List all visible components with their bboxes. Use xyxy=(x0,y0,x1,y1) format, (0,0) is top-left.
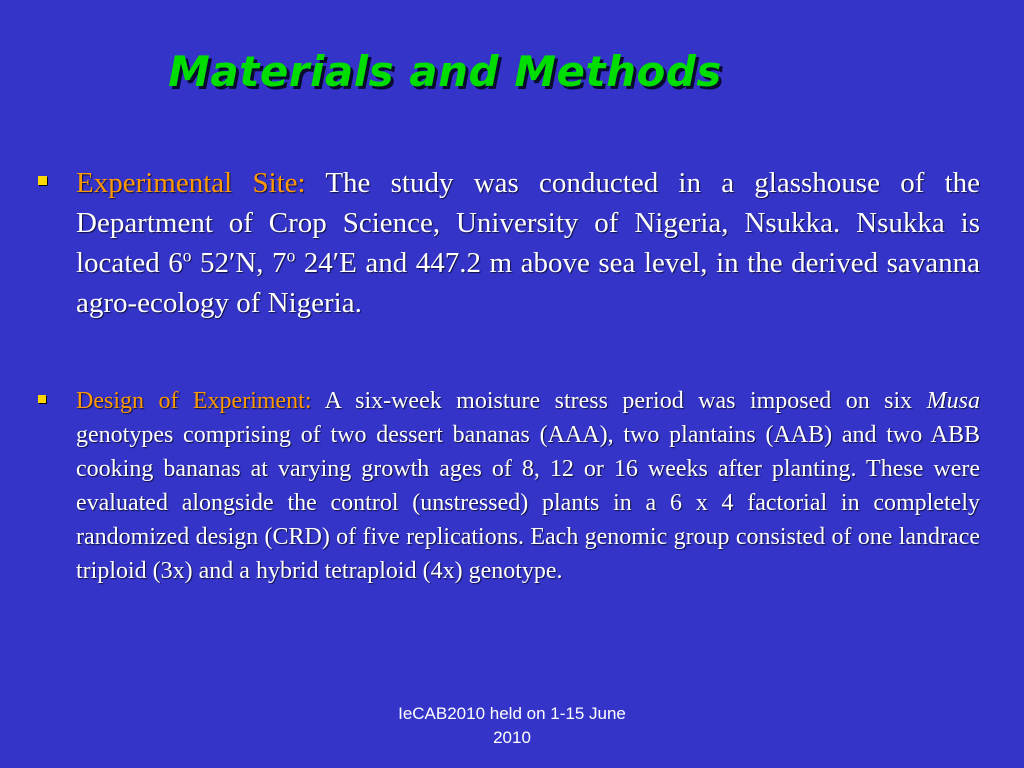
footer-line: IeCAB2010 held on 1-15 June xyxy=(398,704,626,723)
bullet-text xyxy=(76,163,980,323)
bullet-lead: Design of Experiment: xyxy=(76,388,312,414)
bullet-item-experimental-site xyxy=(34,163,980,323)
bullet-body: 24′E and 447.2 m above sea level, in the derived savanna agro-ecology of Nigeria. xyxy=(76,247,980,319)
bullet-body: A six-week moisture stress period was imposed on six xyxy=(311,388,927,414)
slide-title: Materials and Methods xyxy=(168,47,722,96)
degree-superscript: o xyxy=(182,245,192,266)
bullet-body: genotypes comprising of two dessert bananas (AAA), two plantains (AAB) and two ABB cooking bananas at varying growth ages of 8, 12 or 16 weeks after planting. These were evaluated alongside the control (unstressed) plants in a 6 x 4 factorial in completely randomized design (CRD) of five replications. Each genomic group consisted of one landrace triploid (3x) and a hybrid tetraploid (4x) genotype. xyxy=(76,422,980,584)
genus-name: Musa xyxy=(926,388,980,414)
footer-line: 2010 xyxy=(493,728,531,747)
degree-superscript: o xyxy=(286,245,296,266)
bullet-body: 52′N, 7 xyxy=(191,247,287,279)
square-bullet-icon xyxy=(34,163,76,189)
bullet-text xyxy=(76,384,980,588)
square-bullet-icon xyxy=(34,384,76,407)
bullet-lead: Experimental Site: xyxy=(76,167,306,199)
slide-footer xyxy=(342,702,682,750)
bullet-item-design-of-experiment xyxy=(34,384,980,588)
bullet-body: The study was conducted in a glasshouse of the Department of Crop Science, University of Nigeria, Nsukka. Nsukka is located 6 xyxy=(76,167,980,279)
